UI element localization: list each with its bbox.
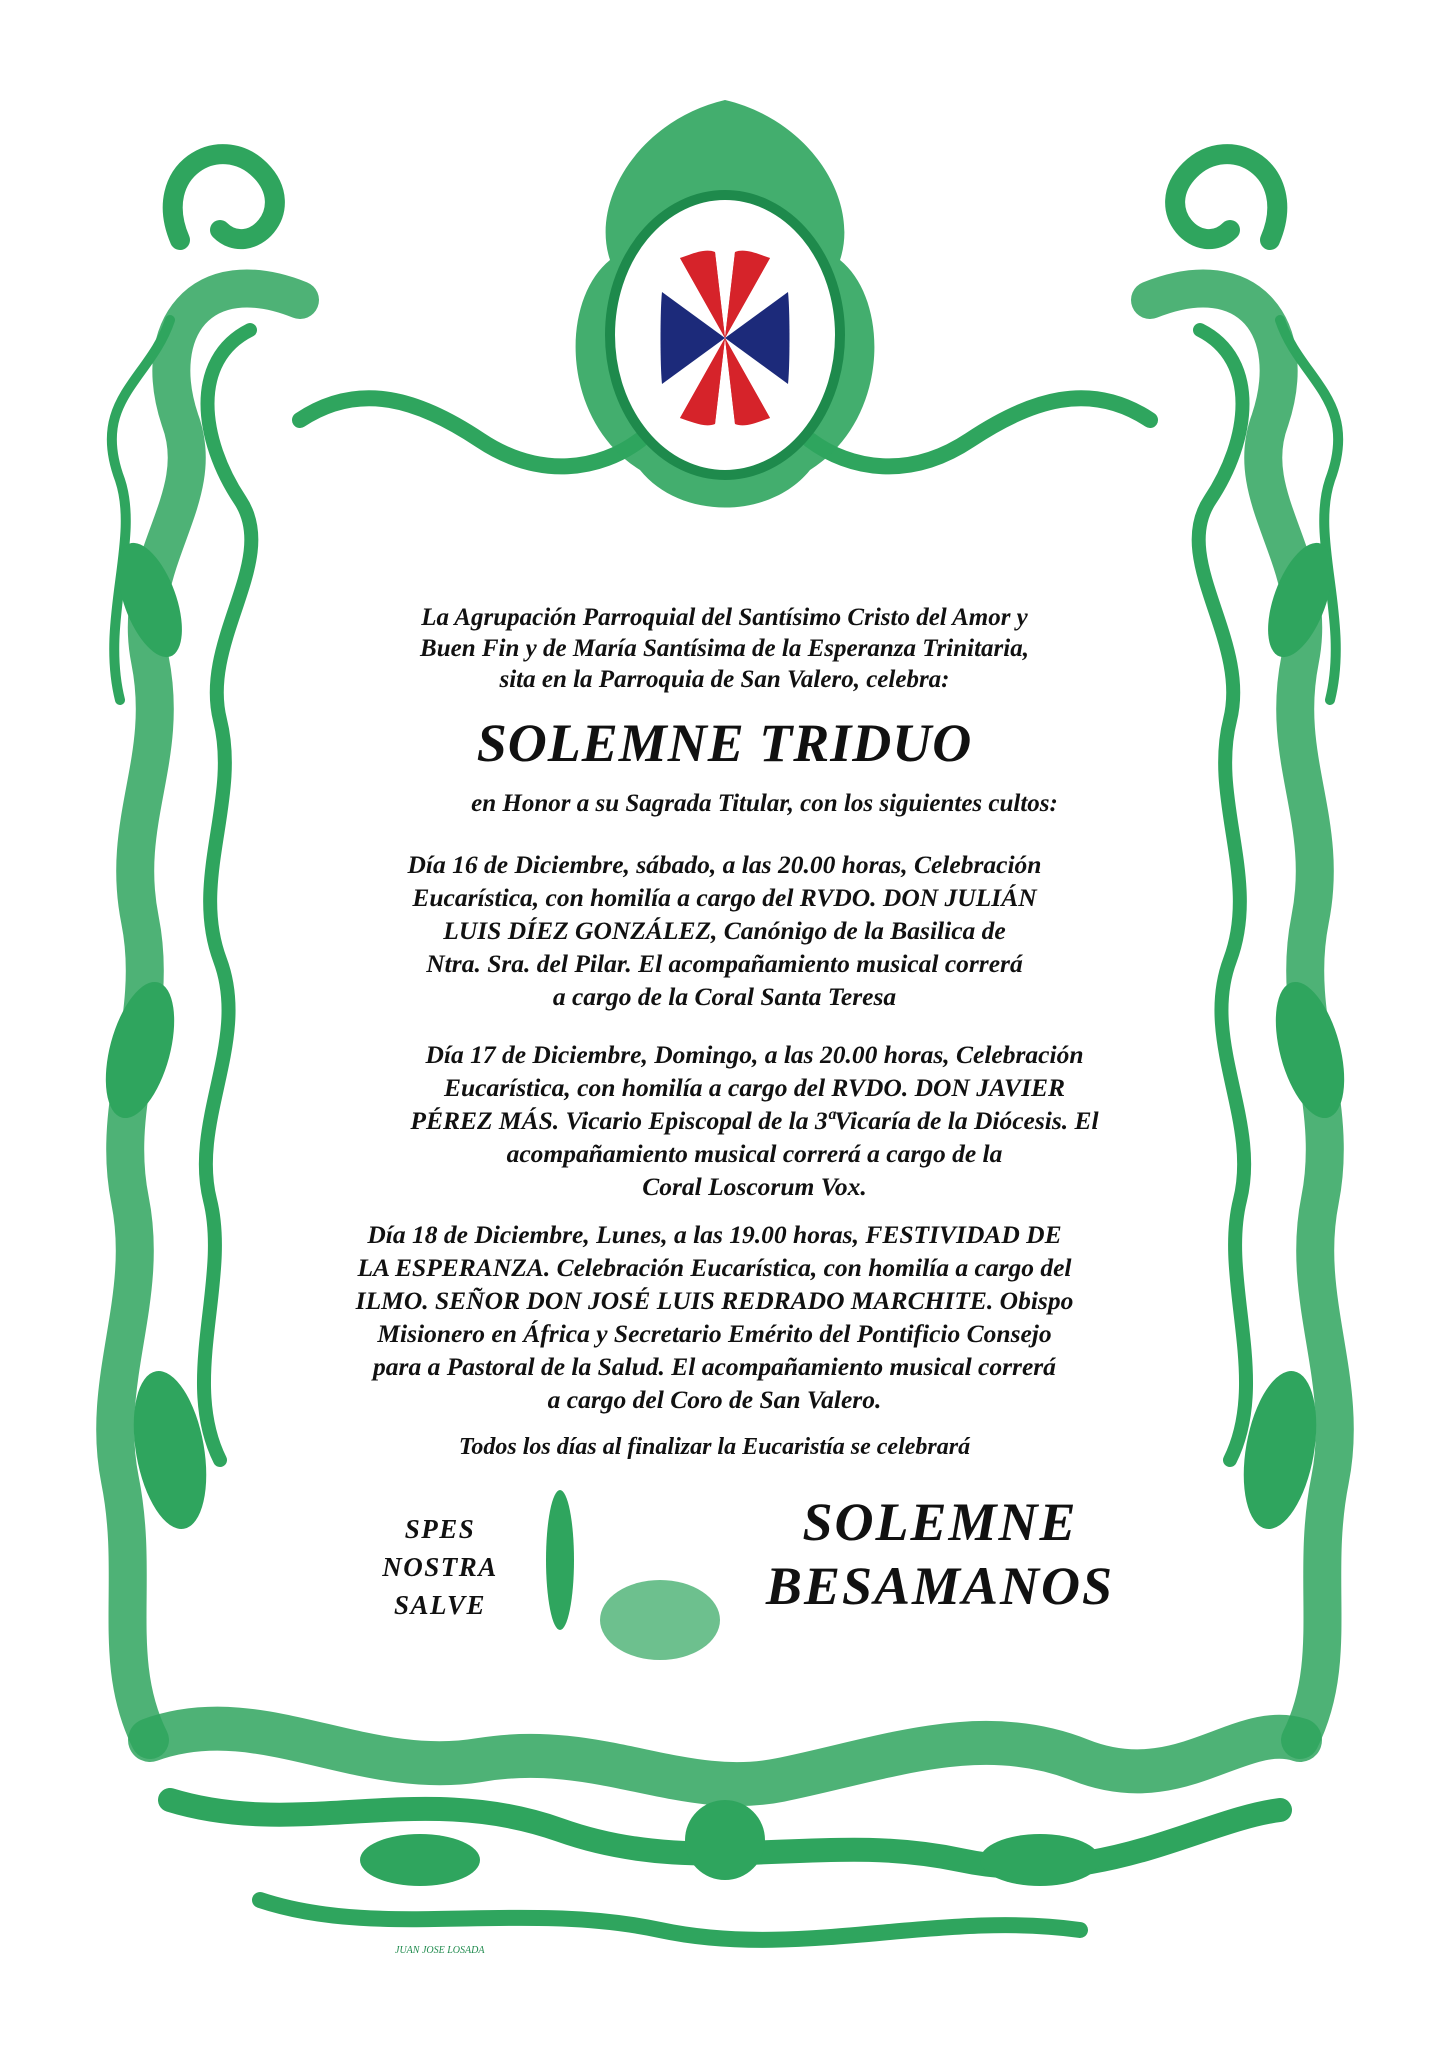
motto [365, 1510, 515, 1624]
motto-line: SALVE [393, 1590, 487, 1620]
motto-line: NOSTRA [382, 1552, 498, 1582]
intro-line: sita en la Parroquia de San Valero, celebra: [499, 666, 950, 693]
day-line: Día 18 de Diciembre, Lunes, a las 19.00 horas, FESTIVIDAD DE [367, 1220, 1062, 1249]
day-line: acompañamiento musical correrá a cargo de la [506, 1139, 1003, 1168]
day-line: a cargo del Coro de San Valero. [547, 1385, 882, 1414]
day-line: Ntra. Sra. del Pilar. El acompañamiento musical correrá [426, 949, 1023, 978]
day-line: Misionero en África y Secretario Emérito del Pontificio Consejo [377, 1319, 1052, 1348]
day-line: LUIS DÍEZ GONZÁLEZ, Canónigo de la Basilica de [443, 916, 1006, 945]
cartouche [576, 100, 875, 508]
closing-line: Todos los días al finalizar la Eucaristía se celebrará [458, 1434, 971, 1460]
motto-line: SPES [404, 1514, 476, 1544]
subtitle: en Honor a su Sagrada Titular, con los siguientes cultos: [471, 790, 1058, 817]
day-3-paragraph [0, 1218, 1439, 1416]
intro-line: La Agrupación Parroquial del Santísimo Cristo del Amor y [421, 604, 1028, 631]
day-line: ILMO. SEÑOR DON JOSÉ LUIS REDRADO MARCHITE. Obispo [355, 1286, 1074, 1315]
intro-paragraph [0, 602, 1449, 695]
artist-signature: JUAN JOSE LOSADA [395, 1945, 485, 1956]
besamanos-title [720, 1490, 1160, 1618]
intro-line: Buen Fin y de María Santísima de la Esperanza Trinitaria, [420, 635, 1029, 662]
day-line: Eucarística, con homilía a cargo del RVDO. DON JULIÁN [412, 883, 1037, 912]
besamanos-line: SOLEMNE [802, 1492, 1078, 1552]
day-line: PÉREZ MÁS. Vicario Episcopal de la 3ªVicaría de la Diócesis. El [410, 1106, 1099, 1135]
day-line: Día 16 de Diciembre, sábado, a las 20.00 horas, Celebración [407, 850, 1042, 879]
day-line: Día 17 de Diciembre, Domingo, a las 20.00 horas, Celebración [425, 1040, 1084, 1069]
day-line: Eucarística, con homilía a cargo del RVDO. DON JAVIER [443, 1073, 1066, 1102]
day-line: para a Pastoral de la Salud. El acompañamiento musical correrá [373, 1352, 1056, 1381]
day-line: a cargo de la Coral Santa Teresa [552, 982, 897, 1011]
day-line: LA ESPERANZA. Celebración Eucarística, con homilía a cargo del [357, 1253, 1072, 1282]
day-2-paragraph [30, 1038, 1449, 1203]
besamanos-line: BESAMANOS [765, 1556, 1115, 1616]
page-title: SOLEMNE TRIDUO [476, 713, 973, 773]
day-1-paragraph [0, 848, 1449, 1013]
day-line: Coral Loscorum Vox. [642, 1172, 867, 1201]
